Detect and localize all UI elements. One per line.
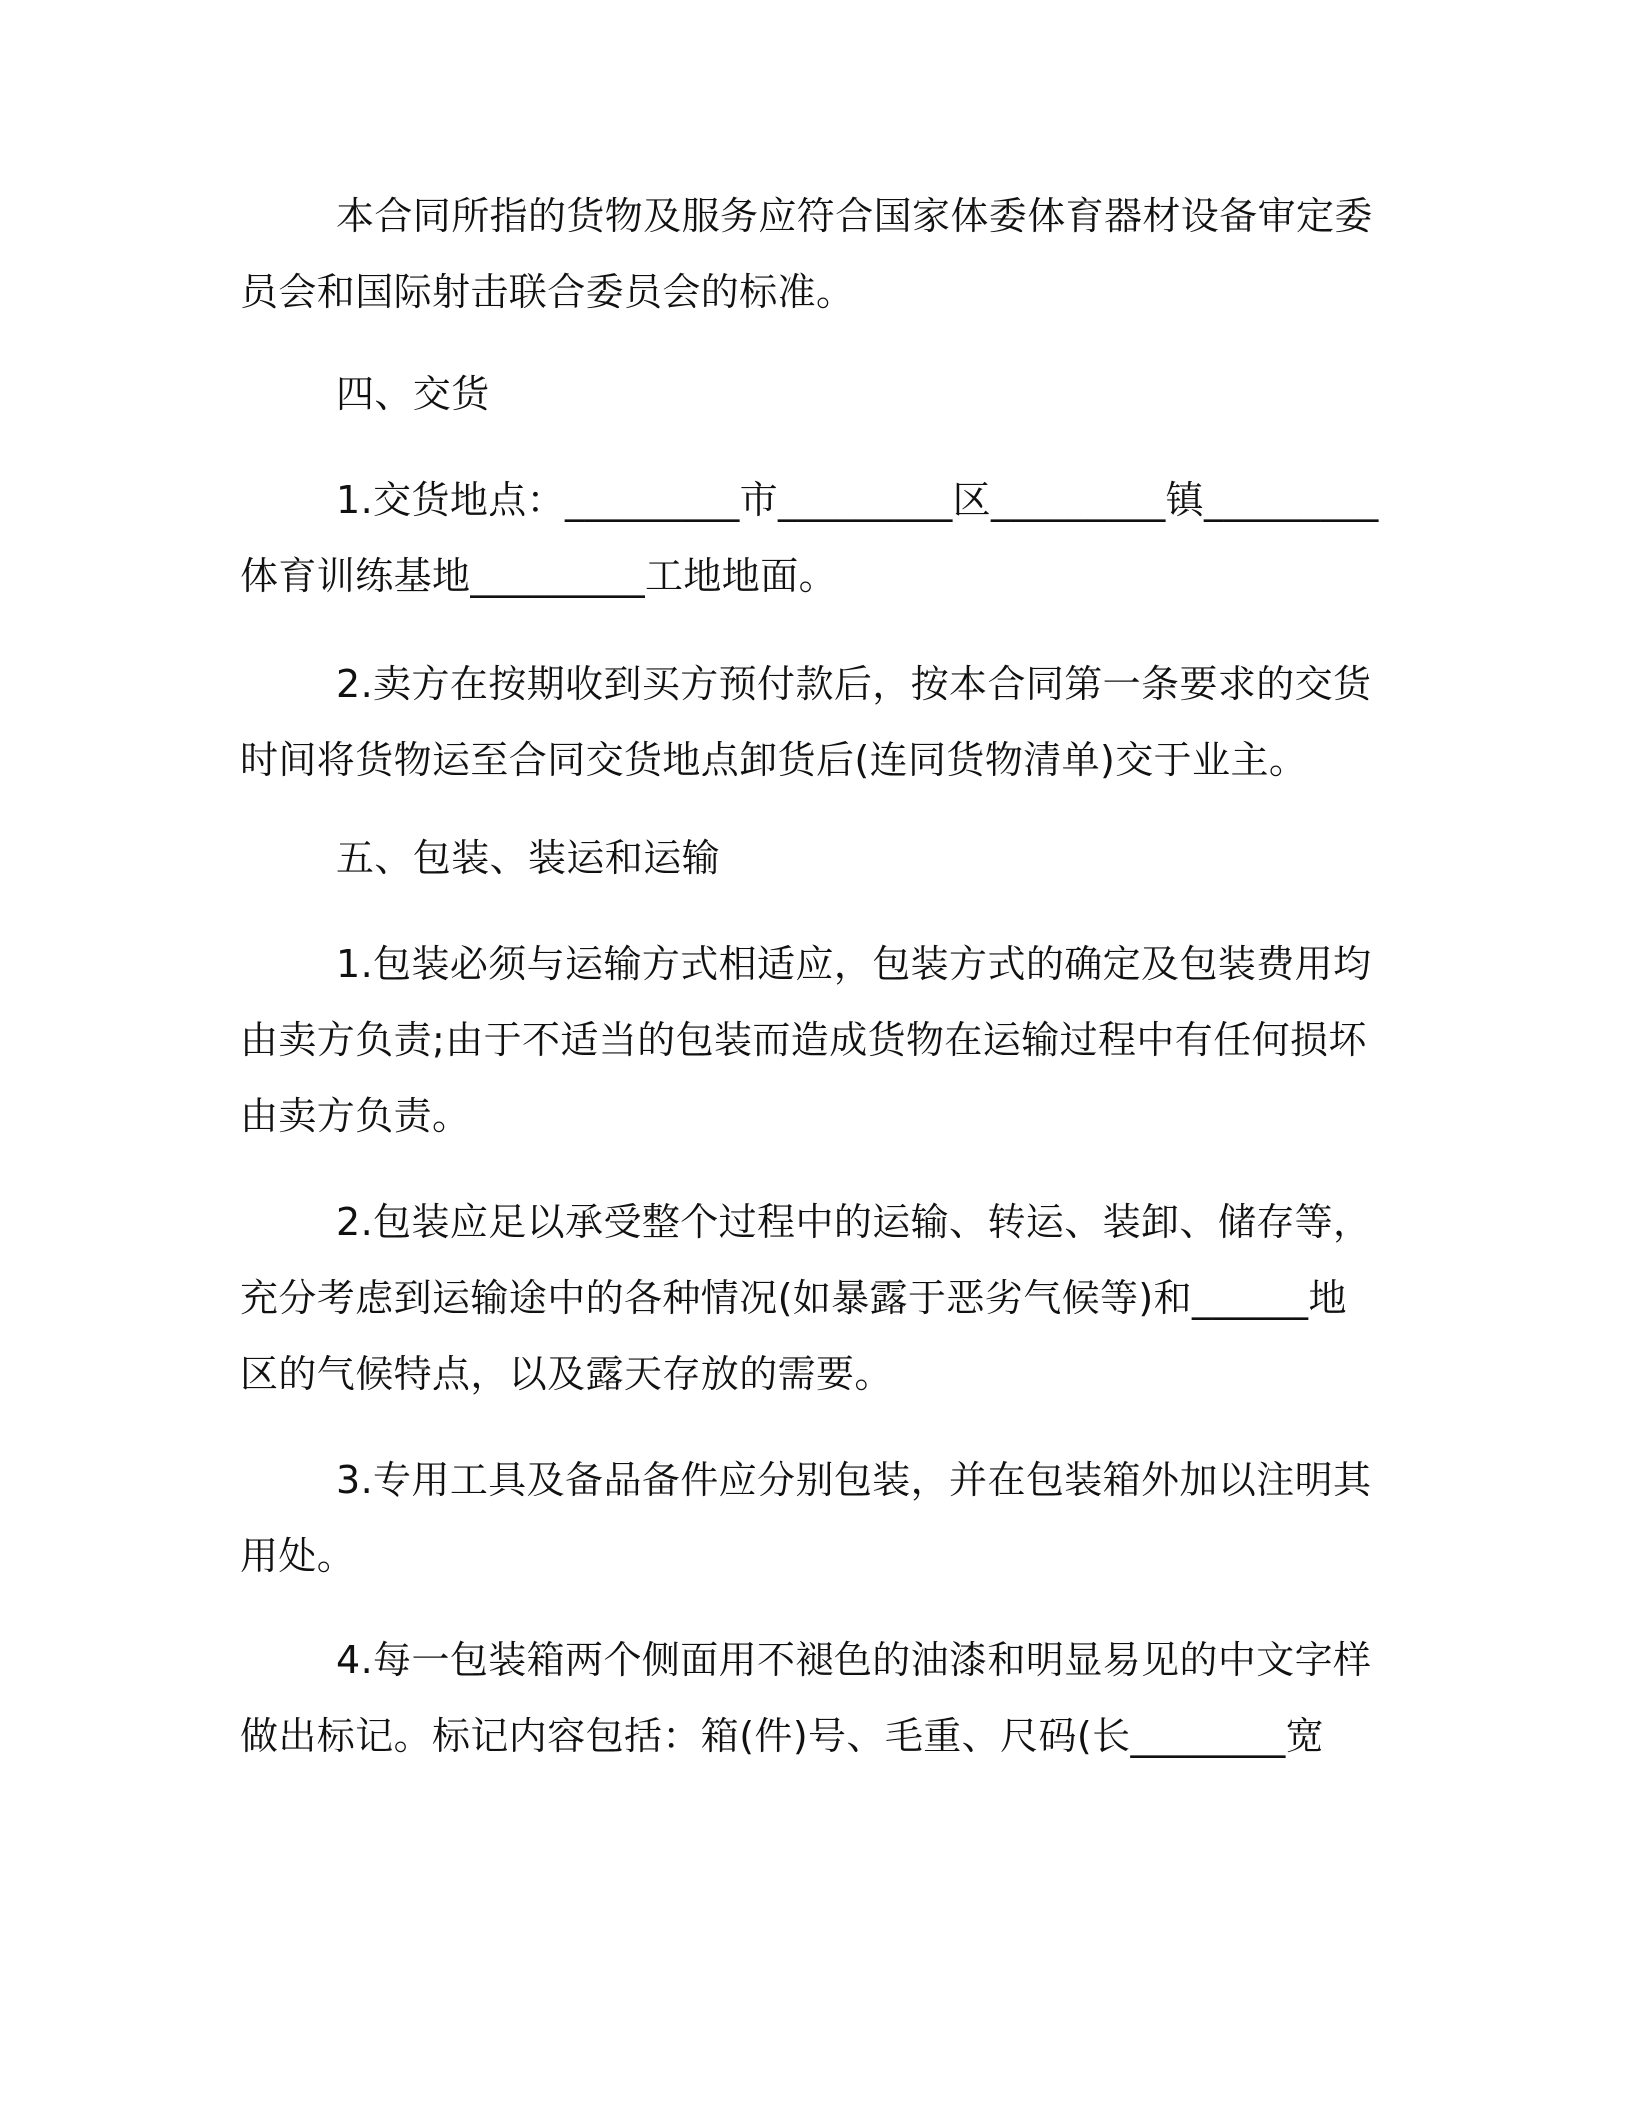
- paragraph-tools-packaging: 3.专用工具及备品备件应分别包装，并在包装箱外加以注明其用处。: [240, 1458, 1372, 1578]
- paragraph-box-marking: 4.每一包装箱两个侧面用不褪色的油漆和明显易见的中文字样做出标记。标记内容包括：箱(件)号、毛重、尺码(长________宽: [240, 1638, 1372, 1758]
- paragraph-delivery-location: 1.交货地点：_________市_________区_________镇_________体育训练基地_________工地地面。: [240, 478, 1379, 598]
- paragraph-packaging-method: 1.包装必须与运输方式相适应，包装方式的确定及包装费用均由卖方负责;由于不适当的包装而造成货物在运输过程中有任何损坏由卖方负责。: [240, 942, 1372, 1138]
- paragraph-delivery-time: 2.卖方在按期收到买方预付款后，按本合同第一条要求的交货时间将货物运至合同交货地点卸货后(连同货物清单)交于业主。: [240, 662, 1372, 782]
- section-heading-delivery: 四、交货: [336, 372, 490, 416]
- paragraph-packaging-strength: 2.包装应足以承受整个过程中的运输、转运、装卸、储存等，充分考虑到运输途中的各种情况(如暴露于恶劣气候等)和______地区的气候特点，以及露天存放的需要。: [240, 1200, 1372, 1396]
- section-heading-packaging: 五、包装、装运和运输: [336, 836, 721, 880]
- paragraph-standards: 本合同所指的货物及服务应符合国家体委体育器材设备审定委员会和国际射击联合委员会的标准。: [240, 194, 1373, 314]
